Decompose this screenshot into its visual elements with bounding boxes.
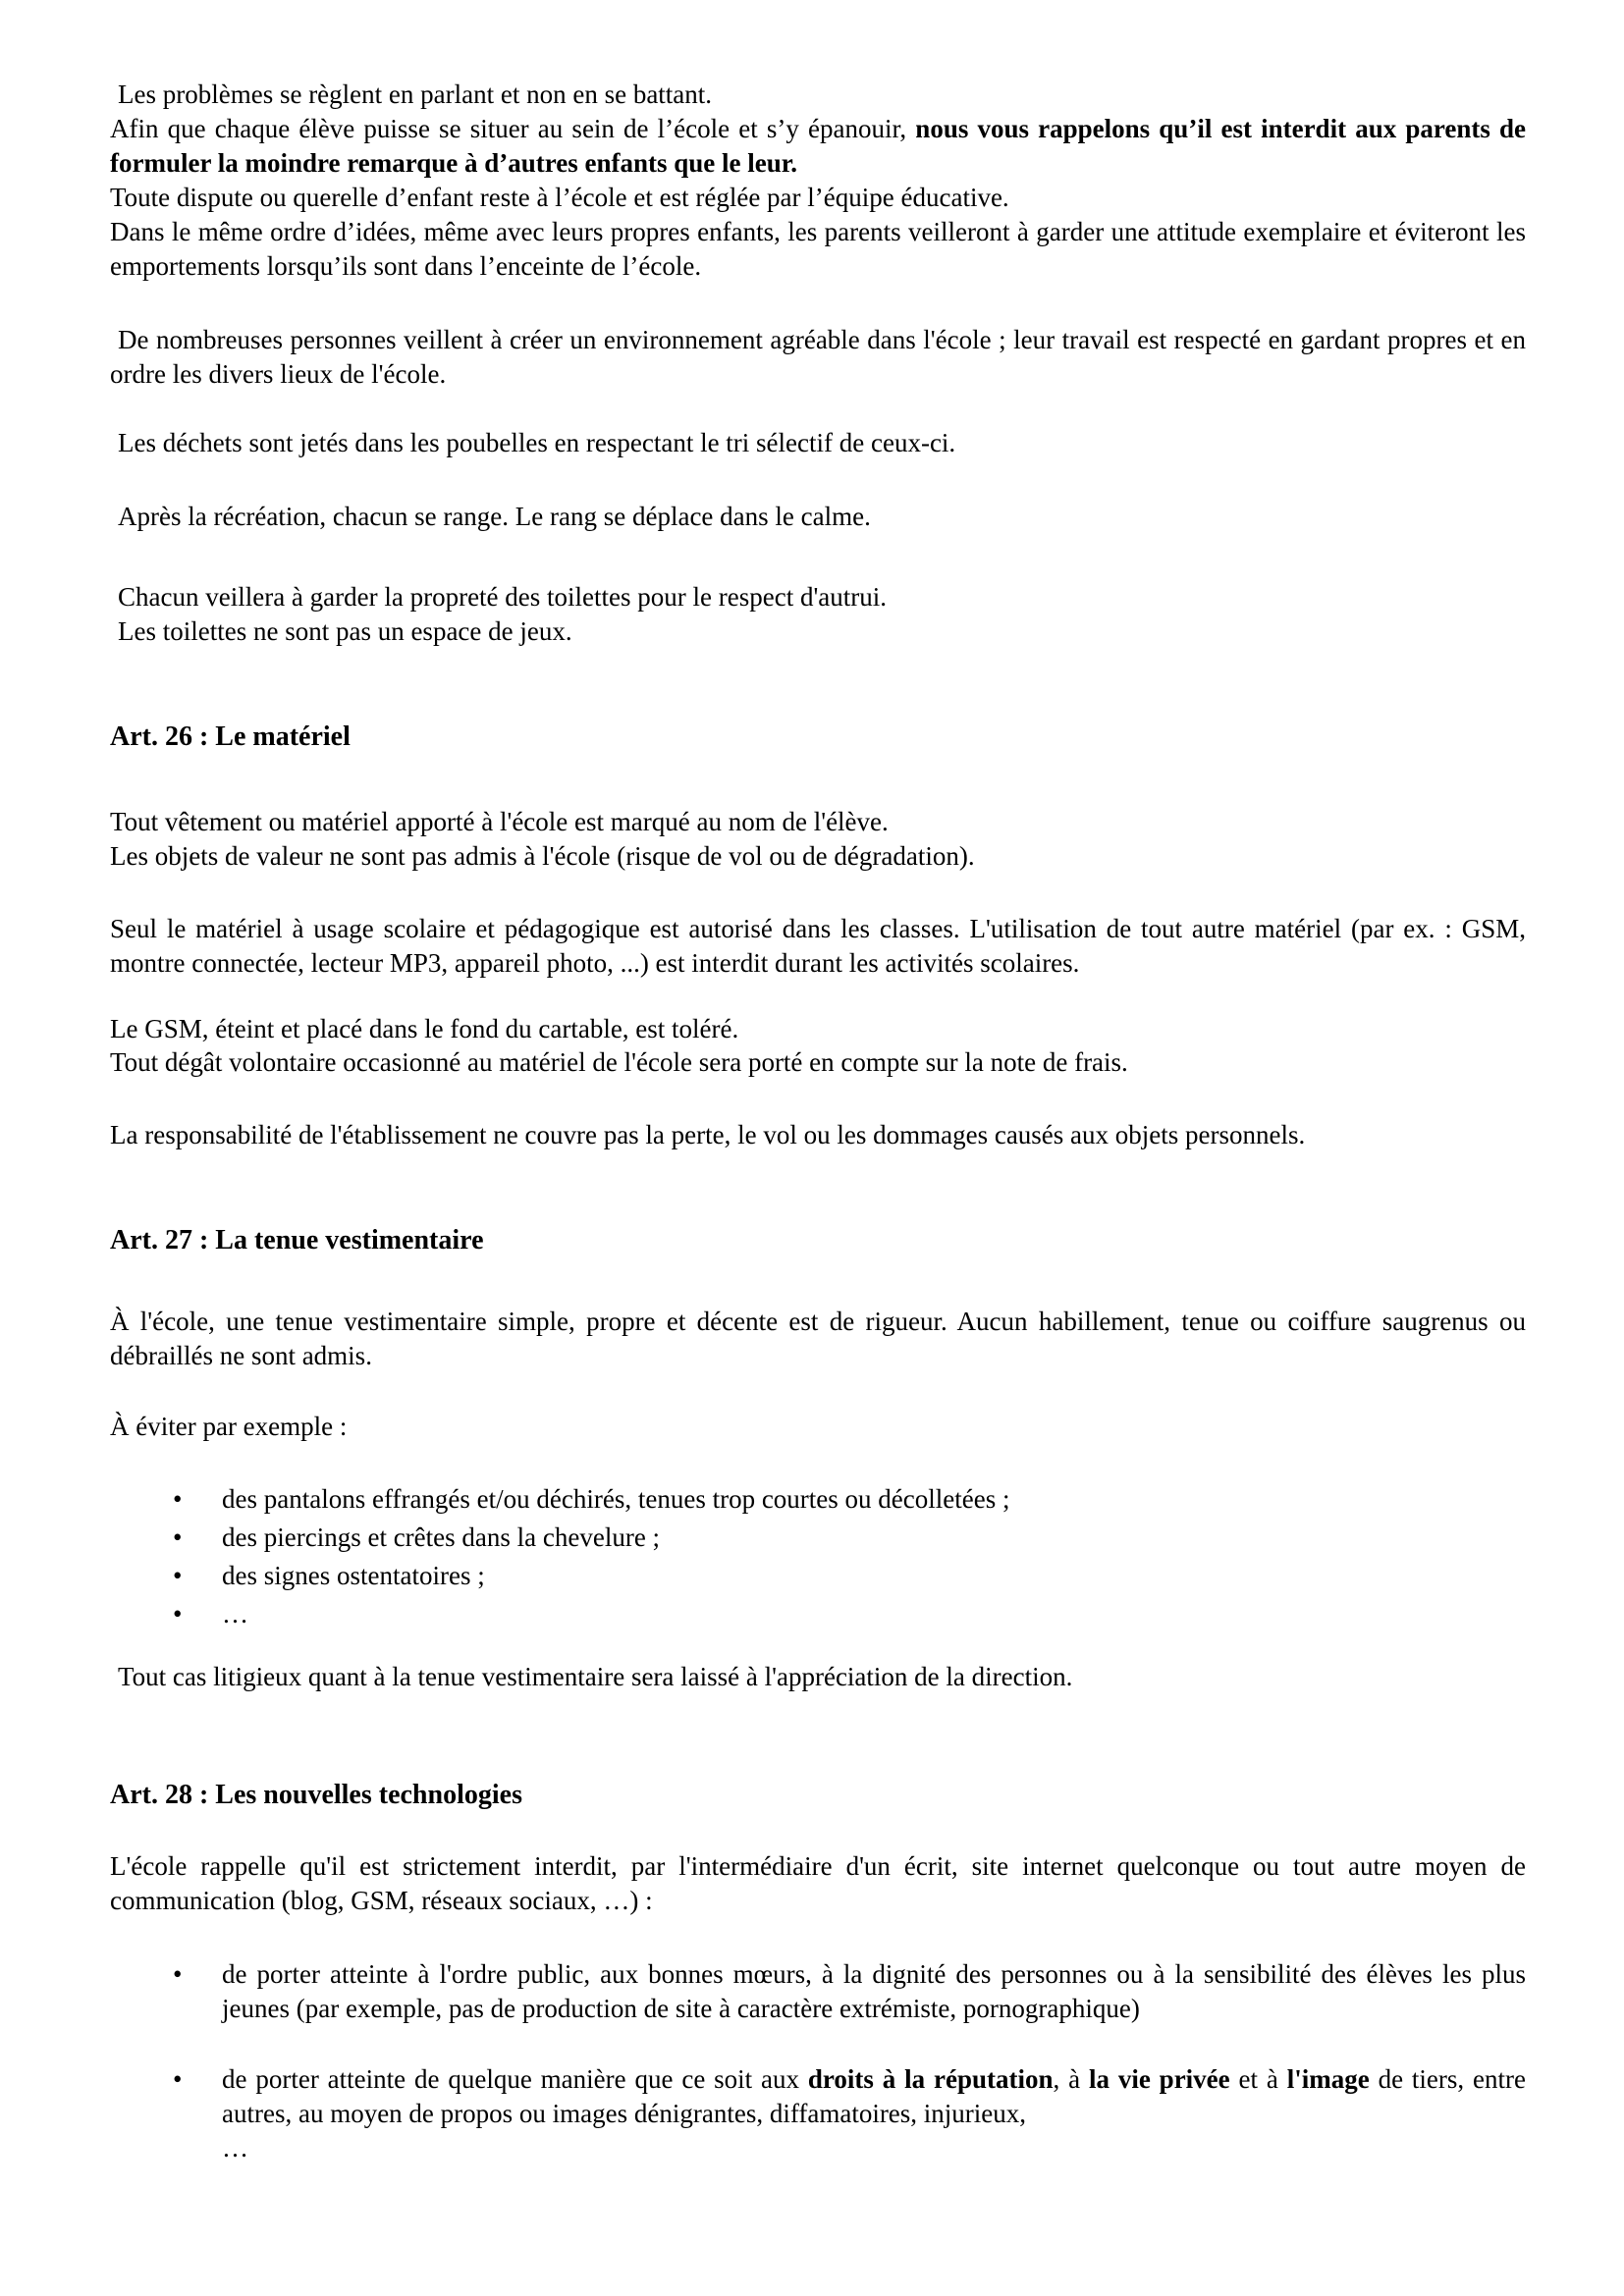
paragraph-environnement: De nombreuses personnes veillent à créer un environnement agréable dans l'école ; leur travail est respecté en gardant propres et en ordre les divers lieux de l'école. <box>110 325 1526 389</box>
list-item-text: des pantalons effrangés et/ou déchirés, tenues trop courtes ou décolletées ; <box>222 1484 1010 1514</box>
list-item <box>110 1559 1526 1593</box>
section-heading-art-27: Art. 27 : La tenue vestimentaire <box>110 1225 484 1255</box>
list-item-text: des piercings et crêtes dans la chevelure ; <box>222 1522 661 1552</box>
paragraph-materiel-scolaire: Seul le matériel à usage scolaire et pédagogique est autorisé dans les classes. L'utilisation de tout autre matériel (par ex. : GSM, montre connectée, lecteur MP3, appareil photo, ...) est interdit durant les activités scolaires. <box>110 914 1526 978</box>
paragraph-rappel-parents <box>110 112 1526 181</box>
list-item-text: des signes ostentatoires ; <box>222 1561 485 1590</box>
paragraph-responsabilite: La responsabilité de l'établissement ne couvre pas la perte, le vol ou les dommages causés aux objets personnels. <box>110 1120 1306 1149</box>
bullet-icon: • <box>173 1561 183 1590</box>
paragraph-vetement-marque: Tout vêtement ou matériel apporté à l'école est marqué au nom de l'élève. <box>110 807 889 836</box>
text-segment: et à <box>1229 2064 1287 2094</box>
list-item-text: … <box>222 1599 248 1629</box>
paragraph-a-eviter: À éviter par exemple : <box>110 1412 348 1441</box>
list-item <box>110 1521 1526 1555</box>
list-item <box>110 1597 1526 1631</box>
paragraph-toilettes-jeux: Les toilettes ne sont pas un espace de jeux. <box>118 616 572 646</box>
list-item <box>110 1482 1526 1517</box>
paragraph-degat-volontaire: Tout dégât volontaire occasionné au matériel de l'école sera porté en compte sur la note de frais. <box>110 1047 1128 1077</box>
bullet-icon: • <box>173 2064 183 2094</box>
paragraph-attitude: Dans le même ordre d’idées, même avec leurs propres enfants, les parents veilleront à garder une attitude exemplaire et éviteront les emportements lorsqu’ils sont dans l’enceinte de l’école. <box>110 217 1526 281</box>
bullet-icon: • <box>173 1522 183 1552</box>
bold-text-segment: nous vous rappelons qu’il est interdit aux parents de formuler la moindre remarque à d’autres enfants que le leur. <box>110 114 1526 178</box>
bold-text-segment: droits à la réputation <box>807 2064 1054 2094</box>
paragraph-problemes: Les problèmes se règlent en parlant et non en se battant. <box>118 80 713 109</box>
paragraph-dechets: Les déchets sont jetés dans les poubelles en respectant le tri sélectif de ceux-ci. <box>118 428 956 457</box>
bold-text-segment: l'image <box>1286 2064 1370 2094</box>
bullet-icon: • <box>173 1484 183 1514</box>
list-item <box>110 1957 1526 2026</box>
list-interdictions-technologies <box>110 1957 1526 2165</box>
bullet-icon: • <box>173 1959 183 1989</box>
section-heading-art-26: Art. 26 : Le matériel <box>110 721 351 752</box>
paragraph-toilettes-proprete: Chacun veillera à garder la propreté des toilettes pour le respect d'autrui. <box>118 582 888 612</box>
paragraph-interdit-internet: L'école rappelle qu'il est strictement interdit, par l'intermédiaire d'un écrit, site internet quelconque ou tout autre moyen de communication (blog, GSM, réseaux sociaux, …) : <box>110 1851 1526 1915</box>
paragraph-objets-valeur: Les objets de valeur ne sont pas admis à l'école (risque de vol ou de dégradation). <box>110 841 975 871</box>
bold-text-segment: la vie privée <box>1088 2064 1230 2094</box>
bullet-icon: • <box>173 1599 183 1629</box>
list-item-text: de porter atteinte à l'ordre public, aux bonnes mœurs, à la dignité des personnes ou à la sensibilité des élèves les plus jeunes (par exemple, pas de production de site à caractère extrémiste, pornographique) <box>222 1959 1526 2023</box>
text-segment: , à <box>1053 2064 1089 2094</box>
list-item-text <box>222 2062 1526 2165</box>
paragraph-gsm-tolere: Le GSM, éteint et placé dans le fond du cartable, est toléré. <box>110 1014 739 1043</box>
list-item <box>110 2062 1526 2165</box>
paragraph-cas-litigieux: Tout cas litigieux quant à la tenue vestimentaire sera laissé à l'appréciation de la direction. <box>118 1662 1073 1691</box>
paragraph-recreation: Après la récréation, chacun se range. Le rang se déplace dans le calme. <box>118 502 871 531</box>
list-tenue-a-eviter <box>110 1482 1526 1635</box>
paragraph-tenue-rigueur: À l'école, une tenue vestimentaire simple, propre et décente est de rigueur. Aucun habillement, tenue ou coiffure saugrenus ou débraillés ne sont admis. <box>110 1307 1526 1370</box>
text-segment: … <box>222 2133 248 2163</box>
paragraph-dispute: Toute dispute ou querelle d’enfant reste à l’école et est réglée par l’équipe éducative. <box>110 183 1009 212</box>
section-heading-art-28: Art. 28 : Les nouvelles technologies <box>110 1780 522 1810</box>
text-segment: de tiers, entre autres, au moyen de propos ou images dénigrantes, diffamatoires, injurieux, <box>222 2064 1526 2128</box>
text-segment: Afin que chaque élève puisse se situer au sein de l’école et s’y épanouir, <box>110 114 916 143</box>
text-segment: de porter atteinte de quelque manière que ce soit aux <box>222 2064 808 2094</box>
